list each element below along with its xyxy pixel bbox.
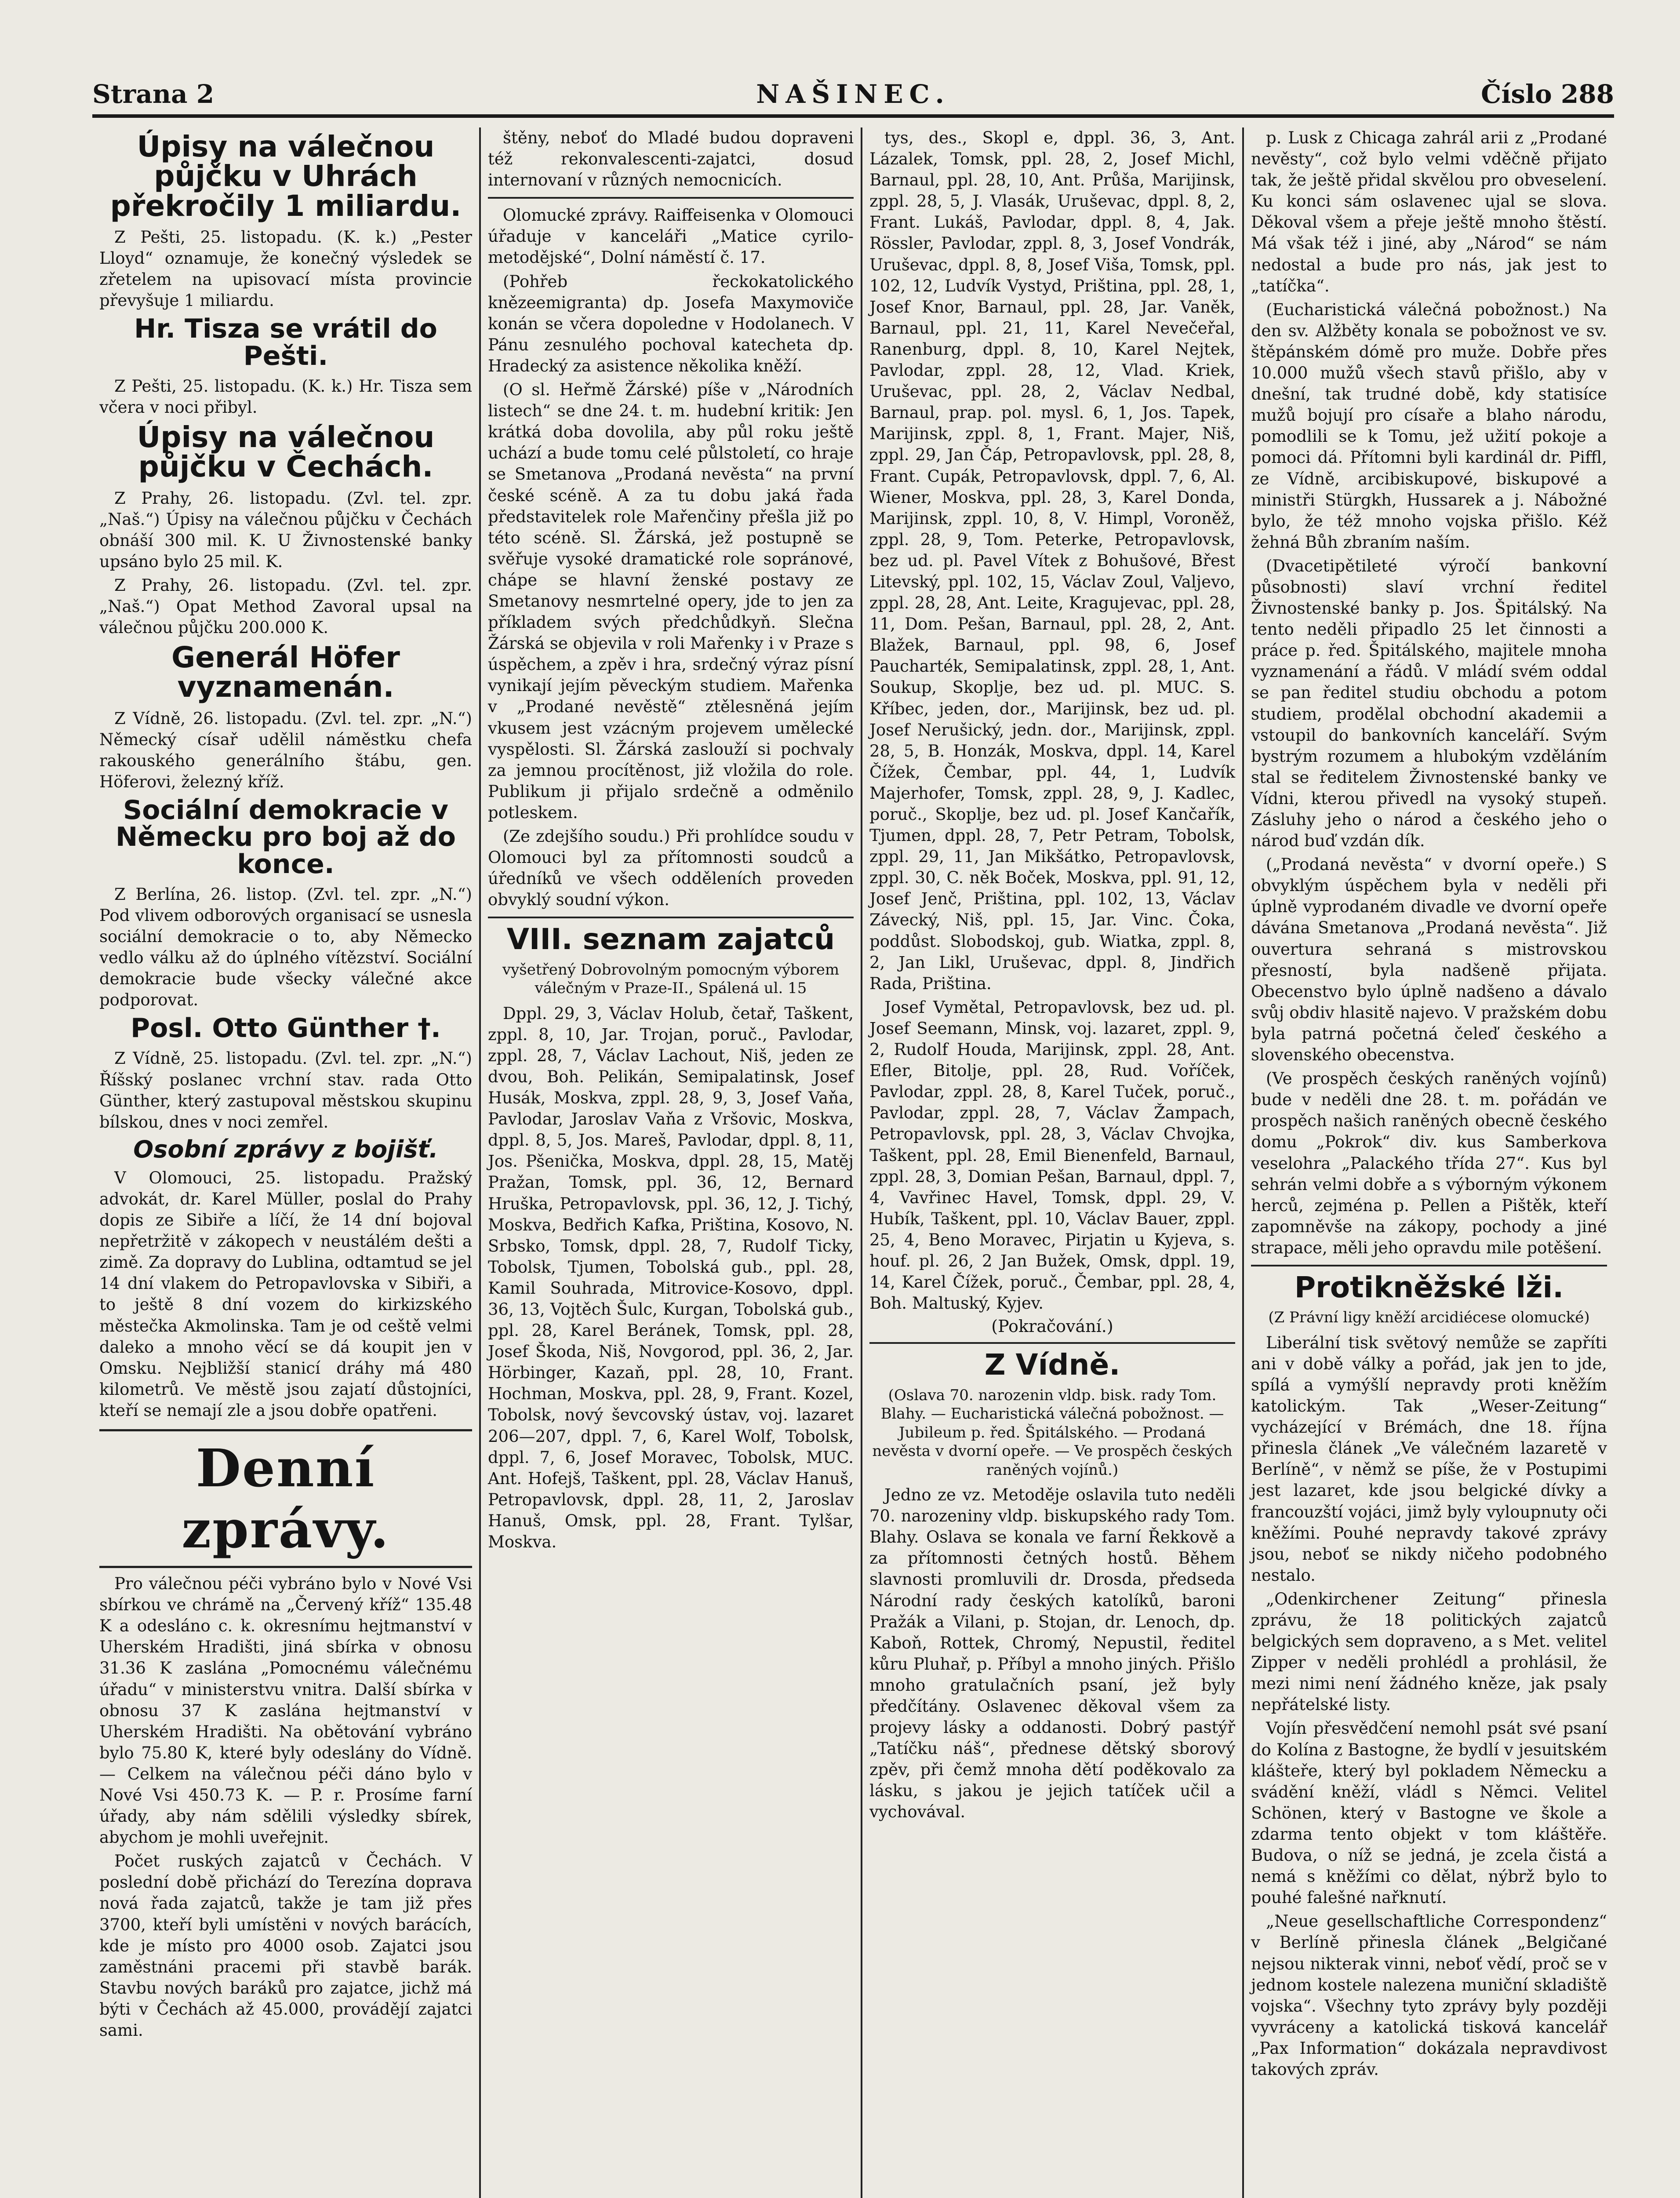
article-text: Z Pešti, 25. listopadu. (K. k.) „Pester Lloyd“ oznamuje, že konečný výsledek se zřetelem na upisovací místa provincie převyšuje 1 miliardu.	[99, 227, 472, 310]
article-text: (Pohřeb řeckokatolického knězeemigranta) dp. Josefa Maxymoviče konán se včera dopoledne v Hodolanech. V Pánu zesnulého pochoval katecheta dp. Hradecký za asistence několika kněží.	[488, 272, 854, 375]
article-text: Pro válečnou péči vybráno bylo v Nové Vsi sbírkou ve chrámě na „Červený kříž“ 135.48 K a odesláno c. k. okresnímu hejtmanství v Uherském Hradišti, jiná sbírka v obnosu 31.36 K zaslána „Pomocnému válečnému úřadu“ v ministerstvu vnitra. Další sbírka v obnosu 37 K zaslána hejtmanství v Uherském Hradišti. Na obětování vybráno bylo 75.80 K, které byly odeslány do Vídně. — Celkem na válečnou péči dáno bylo v Nové Vsi 450.73 K. — P. r. Prosíme farní úřady, aby nám sdělili výsledky sbírek, abychom je mohli uveřejnit.	[99, 1574, 472, 1847]
article-text: Liberální tisk světový nemůže se zapříti ani v době války a pořád, jak jen to jde, spílá a vymýšlí nepravdy proti kněžím katolickým. Tak „Weser-Zeitung“ vycházející v Brémách, dne 18. října přinesla článek „Ve válečném lazaretě v Berlíně“, v němž se píše, že v Postupimi jest lazaret, kde jsou belgické dívky a francouzští vojáci, jimž byly vyloupnuty oči kněžími. Pouhé nepravdy takové zprávy jsou, neboť se nikdy ničeho podobného nestalo.	[1251, 1333, 1607, 1585]
headline-gunther: Posl. Otto Günther †.	[131, 1013, 441, 1044]
article-text: Z Prahy, 26. listopadu. (Zvl. tel. zpr. „Naš.“) Opat Method Zavoral upsal na válečnou půjčku 200.000 K.	[99, 575, 472, 637]
article-text: Z Berlína, 26. listop. (Zvl. tel. zpr. „N.“) Pod vlivem odborových organisací se usnesla sociální demokracie o to, aby Německo vedlo válku až do úplného vítězství. Sociální demokracie bude všecky válečné akce podporovat.	[99, 884, 472, 1010]
column-4	[1242, 127, 1614, 2198]
continued-note: (Pokračování.)	[991, 1317, 1113, 1336]
divider	[488, 917, 854, 918]
article-text: Počet ruských zajatců v Čechách. V poslední době přichází do Terezína doprava nová řada zajatců, takže je tam již přes 3700, kteří byli umístěni v nových barácích, kde je místo pro 4000 osob. Zajatci jsou zaměstnáni pracemi při stavbě barák. Stavbu nových baráků pro zajatce, jichž má býti v Čechách až 45.000, provádějí zajatci sami.	[99, 1852, 472, 2040]
article-text: (Ve prospěch českých raněných vojínů) bude v neděli dne 28. t. m. pořádán ve prospěch našich raněných obecně českého domu „Pokrok“ div. kus Samberkova veselohra „Palackého třída 27“. Kus byl sehrán velmi dobře a s výborným výkonem herců, zejména p. Pellen a Pištěk, kteří zapomněvše na zákopy, pochody a jiné strapace, měli jeho opravdu mile potěšení.	[1251, 1069, 1607, 1257]
article-text: „Neue gesellschaftliche Correspondenz“ v Berlíně přinesla článek „Belgičané nejsou nikterak vinni, neboť vědí, proč se v jednom kostele nalezena muniční skladiště vojska“. Všechny tyto zprávy byly později vyvráceny a katolická tisková kancelář „Pax Information“ dokázala nepravdivost takových zpráv.	[1251, 1912, 1607, 2079]
headline-anti-clerical-lies: Protikněžské lži.	[1294, 1270, 1564, 1304]
article-text: Jedno ze vz. Metoděje oslavila tuto neděli 70. narozeniny vldp. biskupského rady Tom. Blahy. Oslava se konala ve farní Řekkově a za přítomnosti četných hostů. Během slavnosti promluvili dr. Drosda, předseda Národní rady českých katolíků, baroni Pražák a Vilani, p. Stojan, dr. Lenoch, dp. Kaboň, Rottek, Chromý, Nepustil, ředitel kůru Pluhař, p. Příbyl a mnoho jiných. Přišlo mnoho gratulačních psaní, jež byly předčítány. Oslavenec děkoval všem za projevy lásky a oddanosti. Dobrý pastýř „Tatíčku náš“, přednese dětský sborový zpěv, při čemž mnoha dětí poděkovalo za lásku, s jakou je jejich tatíček učil a vychovával.	[869, 1485, 1235, 1822]
headline-tisza: Hr. Tisza se vrátil do Pešti.	[134, 313, 437, 371]
column-1	[92, 127, 479, 2198]
subheading: vyšetřený Dobrovolným pomocným výborem válečným v Praze-II., Spálená ul. 15	[502, 961, 840, 997]
article-text: Josef Vymětal, Petropavlovsk, bez ud. pl. Josef Seemann, Minsk, voj. lazaret, zppl. 9, 2, Rudolf Houda, Marijinsk, zppl. 28, Ant. Efler, Bitolje, ppl. 28, Rud. Voříček, Pavlodar, zppl. 28, 8, Karel Tuček, poruč., Pavlodar, zppl. 28, 7, Václav Žampach, Petropavlovsk, ppl. 28, 3, Václav Chvojka, Taškent, ppl. 28, Emil Bienenfeld, Barnaul, zppl. 28, 3, Domian Pešan, Barnaul, dppl. 7, 4, Vavřinec Havel, Tomsk, dppl. 29, V. Hubík, Taškent, ppl. 10, Václav Bauer, zppl. 25, 4, Beno Moravec, Pirjatin u Kyjeva, s. houf. pl. 26, 2 Jan Bužek, Omsk, dppl. 19, 14, Karel Čížek, poruč., Čembar, ppl. 28, 4, Boh. Maltuský, Kyjev.	[869, 997, 1235, 1313]
article-text: („Prodaná nevěsta“ v dvorní opeře.) S obvyklým úspěchem byla v neděli při úplně vyprodaném divadle ve dvorní opeře dávána Smetanova „Prodaná nevěsta“. Již ouvertura sehraná s mistrovskou přesností, byla nadšeně přijata. Obecenstvo bylo úplně nadšeno a dávalo svůj obdiv hlasitě najevo. V pražském dobu byla patrná početná čeleď českého a slovenského obecenstva.	[1251, 855, 1607, 1065]
subheading: (Oslava 70. narozenin vldp. bisk. rady Tom. Blahy. — Eucharistická válečná pobožnost. — Jubileum p. řed. Špitálského. — Prodaná nevěsta v dvorní opeře. — Ve prospěch českých raněných vojínů.)	[872, 1386, 1233, 1479]
headline-vienna: Z Vídně.	[984, 1348, 1120, 1382]
headline-prisoner-list: VIII. seznam zajatců	[506, 922, 835, 957]
article-text: (Ze zdejšího soudu.) Při prohlídce soudu v Olomouci byl za přítomnosti soudců a úředníků ve všech odděleních proveden obvyklý soudní výkon.	[488, 827, 854, 910]
section-title-daily-news: Denní zprávy.	[99, 1429, 472, 1568]
newspaper-title: NAŠINEC.	[756, 79, 950, 109]
divider	[488, 197, 854, 199]
article-text: Z Prahy, 26. listopadu. (Zvl. tel. zpr. „Naš.“) Úpisy na válečnou půjčku v Čechách obnáší 300 mil. K. U Živnostenské banky upsáno bylo 25 mil. K.	[99, 488, 472, 571]
headline-personal-news: Osobní zprávy z bojišť.	[133, 1135, 438, 1163]
article-text: tys, des., Skopl e, dppl. 36, 3, Ant. Lázalek, Tomsk, ppl. 28, 2, Josef Michl, Barnaul, ppl. 28, 10, Ant. Průša, Marijinsk, zppl. 28, 5, J. Vlasák, Uruševac, dppl. 8, 2, Frant. Lukáš, Pavlodar, dppl. 8, 4, Jak. Rössler, Pavlodar, zppl. 8, 3, Josef Vondrák, Uruševac, dppl. 8, 8, Josef Viša, Tomsk, ppl. 102, 12, Ludvík Vystyd, Priština, ppl. 28, 1, Josef Knor, Barnaul, ppl. 28, Jar. Vaněk, Barnaul, ppl. 21, 11, Karel Nevečeřal, Ranenburg, dppl. 8, 10, Karel Nejtek, Pavlodar, zppl. 28, 12, Vlad. Kriek, Uruševac, ppl. 28, 2, Václav Nedbal, Barnaul, prap. pol. mysl. 6, 1, Jos. Tapek, Marijinsk, zppl. 8, 1, Frant. Majer, Niš, zppl. 29, Jan Čáp, Petropavlovsk, ppl. 28, 8, Frant. Cupák, Petropavlovsk, dppl. 7, 6, Al. Wiener, Moskva, ppl. 28, 3, Karel Donda, Marijinsk, zppl. 10, 8, V. Himpl, Voroněž, zppl. 28, 9, Tom. Peterke, Petropavlovsk, bez ud. pl. Pavel Vítek z Bohušové, Břest Litevský, ppl. 102, 15, Václav Zoul, Valjevo, zppl. 28, 28, Ant. Leite, Kragujevac, ppl. 28, 11, Dom. Pešan, Barnaul, ppl. 28, 2, Ant. Blažek, Barnaul, ppl. 98, 6, Josef Paucharték, Semipalatinsk, zppl. 28, 1, Ant. Soukup, Skoplje, bez ud. pl. MUC. S. Kříbec, jeden, dor., Marijinsk, bez ud. pl. Josef Nerušický, jedn. dor., Marijinsk, zppl. 28, 5, B. Honzák, Moskva, dppl. 14, Karel Čížek, Čembar, ppl. 44, 1, Ludvík Majerhofer, Tomsk, zppl. 28, 9, J. Kadlec, poruč., Skoplje, bez ud. pl. Josef Kančařík, Tjumen, dppl. 28, 7, Petr Petram, Tobolsk, zppl. 29, 11, Jan Mikšátko, Petropavlovsk, zppl. 30, C. něk Boček, Moskva, ppl. 91, 12, Josef Jenč, Priština, ppl. 102, 13, Václav Závecký, Niš, ppl. 15, Jar. Vinc. Čoka, poddůst. Slobodskoj, gub. Wiatka, zppl. 8, 2, Jan Likl, Uruševac, dppl. 8, Jindřich Rada, Priština.	[869, 128, 1235, 993]
article-text: „Odenkirchener Zeitung“ přinesla zprávu, že 18 politických zajatců belgických sem dopraveno, a s Met. velitel Zipper v neděli prohlédl a prohlásil, že mezi nimi není žádného kněze, jak psaly nepřátelské listy.	[1251, 1589, 1607, 1714]
divider	[1251, 1265, 1607, 1266]
article-text: Z Vídně, 25. listopadu. (Zvl. tel. zpr. „N.“) Říšský poslanec vrchní stav. rada Otto Günther, který zastupoval městskou skupinu bílskou, dnes v noci zemřel.	[99, 1049, 472, 1132]
headline-war-loan-hungary: Úpisy na válečnou půjčku v Uhrách překročily 1 miliardu.	[110, 130, 462, 223]
divider	[869, 1342, 1235, 1344]
headline-war-loan-bohemia: Úpisy na válečnou půjčku v Čechách.	[137, 420, 435, 484]
article-text: (Dvacetipětileté výročí bankovní působnosti) slaví vrchní ředitel Živnostenské banky p. Jos. Špitálský. Na tento neděli připadlo 25 let činnosti a práce p. řed. Špitálského, majitele mnoha vyznamenání a řádů. V mládí svém oddal se pan ředitel studiu obchodu a potom studiem, prodělal obchodní akademii a vstoupil do bankovních kanceláří. Svým bystrým rozumem a hlubokým vzděláním stal se ředitelem Živnostenské banky ve Vídni, kterou přivedl na vysoký stupeň. Zásluhy jeho o národ a českého jeho o národ buď vzdán dík.	[1251, 556, 1607, 851]
article-text: Vojín přesvědčení nemohl psát své psaní do Kolína z Bastogne, že bydlí v jesuitském klášteře, který byl pokladem Německu a svádění kněží, vládl s Němci. Velitel Schönen, který v Bastogne ve škole a zdarma tento objekt v tom kláštěře. Budova, o níž se jedná, je zcela čistá a nemá s kněžími co dělat, nýbrž bylo to pouhé falešné nařknutí.	[1251, 1719, 1607, 1907]
headline-social-democracy: Sociální demokracie v Německu pro boj až do konce.	[116, 795, 456, 880]
article-text: p. Lusk z Chicaga zahrál arii z „Prodané nevěsty“, což bylo velmi vděčně přijato tak, že ještě přidal skvělou pro obveselení. Ku konci sám oslavenec ujal se slova. Děkoval všem a přeje ještě mnoho štěstí. Má však též i jiné, aby „Národ“ se nám nedostal a bude pro nás, jak jest to „tatíčka“.	[1251, 128, 1607, 295]
subheading: (Z Právní ligy kněží arcidiécese olomucké)	[1268, 1309, 1590, 1327]
article-text: Z Vídně, 26. listopadu. (Zvl. tel. zpr. „N.“) Německý císař udělil náměstku chefa rakouského generálního štábu, gen. Höferovi, železný kříž.	[99, 709, 472, 792]
headline-hofer: Generál Höfer vyznamenán.	[171, 640, 400, 704]
article-text: (Eucharistická válečná pobožnost.) Na den sv. Alžběty konala se pobožnost ve sv. štěpánském dómě pro muže. Dobře přes 10.000 mužů všech stavů přišlo, aby v dnešní, tak trudné době, kdy statisíce mužů bojují pro císaře a blaho národu, pomodlili se k Tomu, jež užití pokoje a pomoci dá. Přítomni byli kardinál dr. Piffl, ze Vídně, arcibiskupové, biskupové a ministři Stürgkh, Hussarek a j. Nábožné bylo, že též mnoho vojska přišlo. Kéž žehná Bůh zbraním naším.	[1251, 300, 1607, 552]
column-3	[861, 127, 1242, 2198]
page-header	[92, 75, 1614, 118]
article-text: štěny, neboť do Mladé budou dopraveni též rekonvalescenti-zajatci, dosud internovaní v různých nemocnicích.	[488, 128, 854, 190]
article-text: (O sl. Heřmě Žárské) píše v „Národních listech“ se dne 24. t. m. hudební kritik: Jen krátká doba dovolila, aby půl roku ještě uchází a bude tomu celé půlstoletí, co hraje se Smetanova „Prodaná nevěsta“ na první české scéně. A za tu dobu jaká řada představitelek role Mařenčiny přešla již po této scéně. Sl. Žárská, jež postupně se svěřuje vysoké dramatické role sopránové, chápe se hlavní ženské postavy ze Smetanovy nesmrtelné opery, jde to jen za příkladem svých předchůdkyň. Slečna Žárská se objevila v roli Mařenky i v Praze s úspěchem, a zpěv i hra, srdečný výraz písní vynikají jejím pěveckým studiem. Mařenka v „Prodané nevěstě“ ztělesněná jejím vkusem jest vzácným projevem umělecké vyspělosti. Sl. Žárská zaslouží si pochvaly za jemnou procítěnost, již vložila do role. Publikum ji přijalo srdečně a odměnilo potleskem.	[488, 380, 854, 822]
issue-number: Číslo 288	[1481, 79, 1614, 109]
article-text: Olomucké zprávy. Raiffeisenka v Olomouci úřaduje v kanceláři „Matice cyrilo-metodějské“, Dolní náměstí č. 17.	[488, 206, 854, 267]
article-text: Z Pešti, 25. listopadu. (K. k.) Hr. Tisza sem včera v noci přibyl.	[99, 376, 472, 417]
article-text: V Olomouci, 25. listopadu. Pražský advokát, dr. Karel Müller, poslal do Prahy dopis ze Sibiře a líčí, že 14 dní bojoval nepřetržitě v zákopech v neustálém dešti a zimě. Za dopravy do Lublina, odtamtud se jel 14 dní vlakem do Petropavlovska v Sibiři, a to ještě 8 dní vozem do kirkizského městečka Akmolinska. Tam je od ceště velmi daleko a mnoho věcí se dá koupit jen v Omsku. Nejbližší stanicí dráhy má 480 kilometrů. Ve městě jsou zajatí důstojníci, kteří se nemají zle a jsou dobře opatřeni.	[99, 1168, 472, 1420]
article-text: Dppl. 29, 3, Václav Holub, četař, Taškent, zppl. 8, 10, Jar. Trojan, poruč., Pavlodar, zppl. 28, 7, Václav Lachout, Niš, jeden ze dvou, Boh. Pelikán, Semipalatinsk, Josef Husák, Moskva, zppl. 28, 9, 3, Josef Vaňa, Pavlodar, Jaroslav Vaňa z Vršovic, Moskva, dppl. 8, 5, Jos. Mareš, Pavlodar, dppl. 8, 11, Jos. Pšenička, Moskva, dppl. 28, 15, Matěj Pražan, Tomsk, ppl. 36, 12, Bernard Hruška, Petropavlovsk, ppl. 36, 12, J. Tichý, Moskva, Bedřich Kafka, Priština, Kosovo, N. Srbsko, Tomsk, dppl. 28, 7, Rudolf Ticky, Tobolsk, Tjumen, Tobolská gub., ppl. 28, Kamil Souhrada, Mitrovice-Kosovo, dppl. 36, 13, Vojtěch Šulc, Kurgan, Tobolská gub., ppl. 28, Karel Beránek, Tomsk, ppl. 28, Josef Škoda, Niš, Novgorod, ppl. 36, 2, Jar. Hörbinger, Kazaň, ppl. 28, 10, Frant. Hochman, Moskva, ppl. 28, 9, Frant. Kozel, Tobolsk, nový ševcovský ústav, voj. lazaret 206—207, dppl. 7, 6, Karel Wolf, Tobolsk, dppl. 7, 6, Josef Moravec, Tobolsk, MUC. Ant. Hofejš, Taškent, ppl. 28, Václav Hanuš, Petropavlovsk, dppl. 28, 11, 2, Jaroslav Hanuš, Omsk, ppl. 28, Frant. Tylšar, Moskva.	[488, 1004, 854, 1552]
page-label: Strana 2	[92, 79, 215, 109]
column-2	[479, 127, 861, 2198]
